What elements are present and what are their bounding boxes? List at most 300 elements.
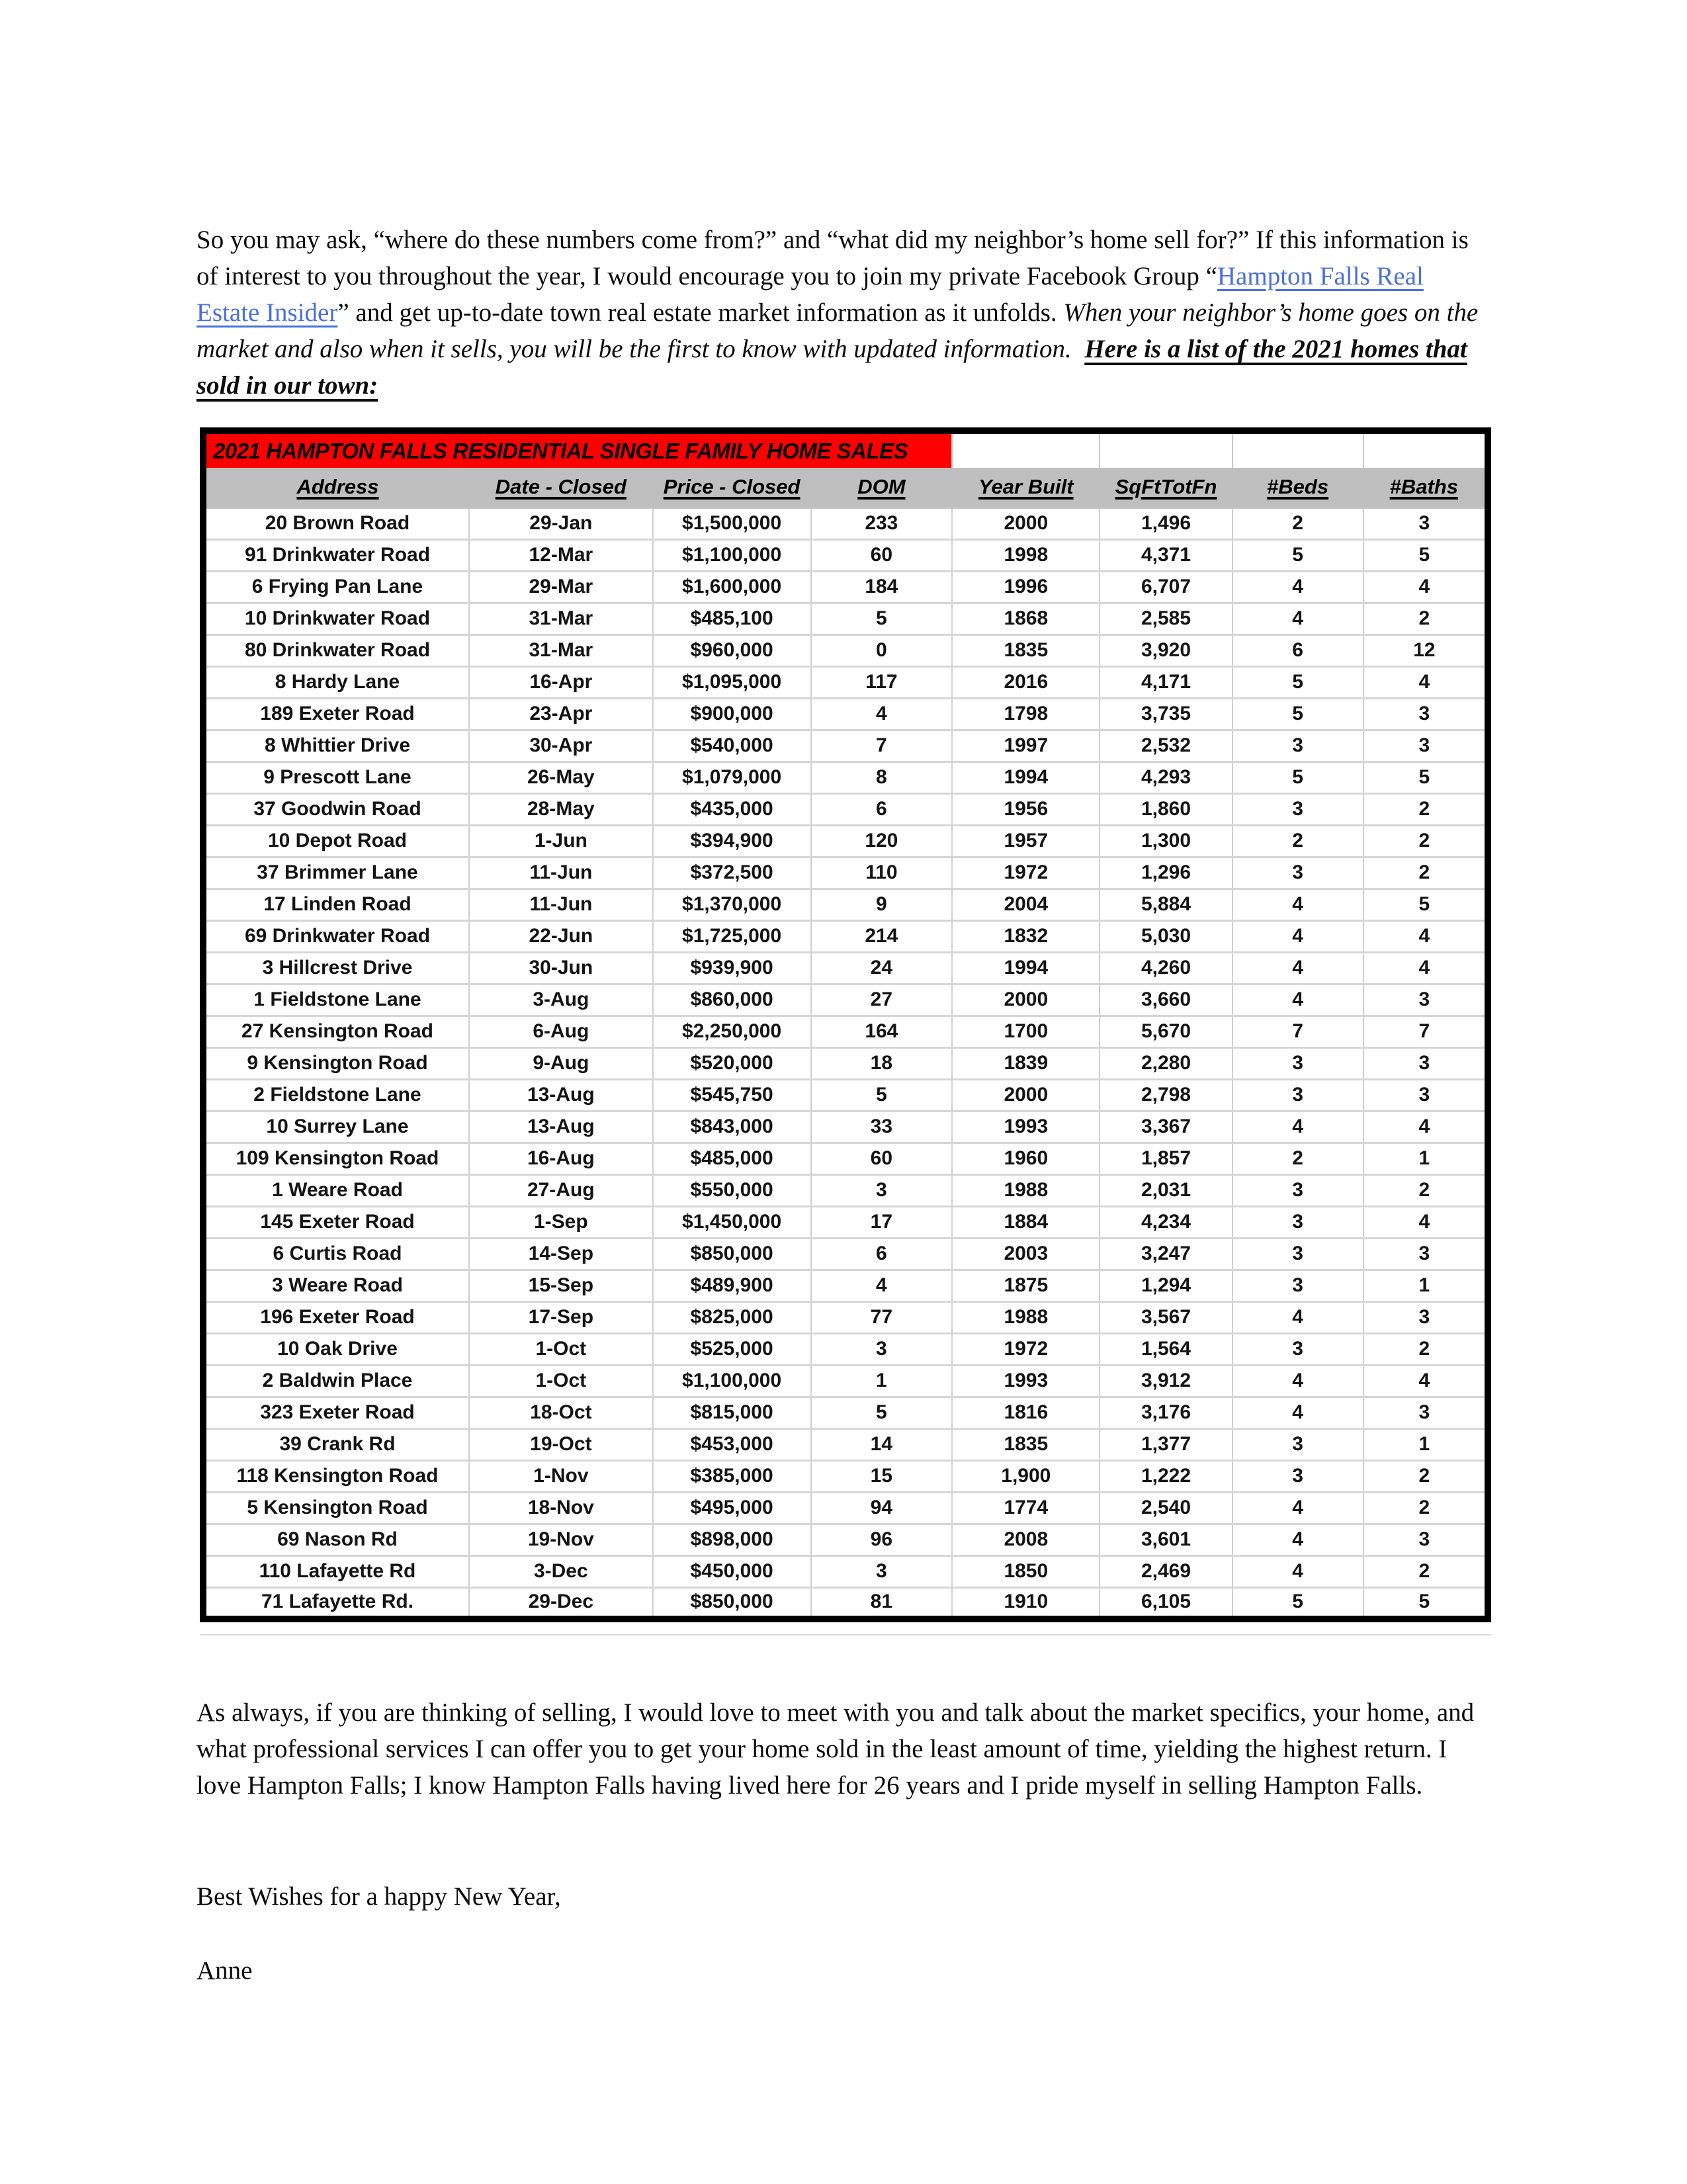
table-cell: 39 Crank Rd [203,1428,469,1460]
table-cell: 77 [811,1301,953,1333]
table-row [203,1174,1488,1206]
table-row [203,1206,1488,1238]
column-header: SqFtTotFn [1115,475,1217,499]
table-row [203,857,1488,889]
table-cell: $485,100 [653,603,811,634]
table-cell: 2,540 [1100,1492,1232,1524]
table-cell: 2,280 [1100,1047,1232,1079]
table-cell: 4 [1233,889,1363,920]
table-cell: 5,030 [1100,920,1232,952]
table-row [203,762,1488,793]
table-cell: 2 [1363,1174,1488,1206]
table-cell: 23-Apr [469,698,653,730]
table-cell: $1,100,000 [653,1365,811,1397]
table-cell: 3 [1233,1333,1363,1365]
table-cell: $394,900 [653,825,811,857]
table-cell: 2 [1363,1460,1488,1492]
table-cell: 2000 [952,1079,1100,1111]
table-cell: 1835 [952,634,1100,666]
table-cell: 6 [811,793,953,825]
table-row [203,1111,1488,1143]
table-cell: 29-Dec [469,1587,653,1619]
table-cell: 1835 [952,1428,1100,1460]
table-cell: $495,000 [653,1492,811,1524]
home-sales-table [200,427,1491,1622]
table-cell: 5 [1363,539,1488,571]
column-header: Date - Closed [495,475,627,499]
table-cell: 3 [1233,1238,1363,1270]
table-row [203,1333,1488,1365]
signature-name: Anne [196,1956,253,1985]
table-row [203,920,1488,952]
table-cell: 1798 [952,698,1100,730]
table-cell: 4 [1363,1365,1488,1397]
table-cell: 4 [1363,666,1488,698]
table-cell: 4 [1363,1111,1488,1143]
table-cell: $1,079,000 [653,762,811,793]
table-cell: 30-Apr [469,730,653,762]
column-header: #Beds [1267,475,1329,499]
table-cell: 323 Exeter Road [203,1397,469,1428]
column-header-row [203,468,1488,507]
table-cell: 4,234 [1100,1206,1232,1238]
table-cell: 8 [811,762,953,793]
table-cell: 18 [811,1047,953,1079]
table-cell: $2,250,000 [653,1016,811,1047]
table-cell: 6 Frying Pan Lane [203,571,469,603]
table-cell: 17 [811,1206,953,1238]
table-cell: 1868 [952,603,1100,634]
signoff-line: Best Wishes for a happy New Year, [196,1882,561,1911]
table-cell: 2,031 [1100,1174,1232,1206]
table-cell: 3 [1363,1524,1488,1555]
table-cell: 31-Mar [469,603,653,634]
paragraph-text-segment [1072,335,1085,363]
table-cell: 1 [1363,1143,1488,1174]
facebook-group-link[interactable]: Hampton Falls Real Estate Insider [196,262,1424,327]
table-cell: 3 [1363,1238,1488,1270]
table-cell: 1,294 [1100,1270,1232,1301]
table-row [203,889,1488,920]
table-row [203,793,1488,825]
table-cell: 96 [811,1524,953,1555]
table-cell: 5,884 [1100,889,1232,920]
table-cell: 1875 [952,1270,1100,1301]
table-cell: 3,920 [1100,634,1232,666]
table-cell: 6 [1233,634,1363,666]
table-cell: 4 [1363,920,1488,952]
table-cell: 4 [1233,1397,1363,1428]
column-header: Price - Closed [663,475,800,499]
banner-empty-cell [1100,431,1232,468]
table-cell: 3,912 [1100,1365,1232,1397]
table-cell: 3 [1233,857,1363,889]
table-cell: $939,900 [653,952,811,984]
table-cell: 2000 [952,507,1100,539]
table-row [203,1428,1488,1460]
table-cell: 2003 [952,1238,1100,1270]
table-cell: 18-Oct [469,1397,653,1428]
table-cell: 1-Nov [469,1460,653,1492]
table-cell: 1-Oct [469,1333,653,1365]
intro-paragraph [196,222,1480,404]
table-cell: 5 [1233,1587,1363,1619]
table-cell: 9 Prescott Lane [203,762,469,793]
table-cell: 5 [811,603,953,634]
paragraph-text-segment: ” and get up-to-date town real estate market information as it unfolds. [337,298,1064,327]
table-cell: 5 Kensington Road [203,1492,469,1524]
table-cell: 4 [811,698,953,730]
table-cell: 2 Fieldstone Lane [203,1079,469,1111]
table-cell: 145 Exeter Road [203,1206,469,1238]
table-cell: 1700 [952,1016,1100,1047]
table-cell: 15-Sep [469,1270,653,1301]
table-cell: 27-Aug [469,1174,653,1206]
table-cell: 3 [1363,1397,1488,1428]
table-cell: 4 [1363,1206,1488,1238]
table-cell: 10 Drinkwater Road [203,603,469,634]
table-row [203,1143,1488,1174]
table-cell: 6,707 [1100,571,1232,603]
table-cell: 5 [1363,762,1488,793]
table-cell: 2 Baldwin Place [203,1365,469,1397]
table-cell: 14-Sep [469,1238,653,1270]
table-cell: 4 [1233,1555,1363,1587]
table-cell: 24 [811,952,953,984]
table-cell: 1,860 [1100,793,1232,825]
table-cell: 1910 [952,1587,1100,1619]
table-cell: 4 [1233,1301,1363,1333]
table-cell: 4 [1363,952,1488,984]
table-cell: 10 Oak Drive [203,1333,469,1365]
table-cell: 9 [811,889,953,920]
table-cell: 4 [1233,920,1363,952]
table-cell: 1988 [952,1174,1100,1206]
table-cell: 1998 [952,539,1100,571]
table-row [203,1397,1488,1428]
table-cell: 7 [811,730,953,762]
table-cell: $1,500,000 [653,507,811,539]
banner-empty-cell [1363,431,1488,468]
column-header: #Baths [1389,475,1458,499]
table-cell: 29-Jan [469,507,653,539]
table-row [203,1492,1488,1524]
table-cell: 1997 [952,730,1100,762]
table-cell: 109 Kensington Road [203,1143,469,1174]
table-cell: 11-Jun [469,857,653,889]
table-cell: 69 Nason Rd [203,1524,469,1555]
table-cell: 31-Mar [469,634,653,666]
table-cell: 60 [811,1143,953,1174]
table-cell: 1,377 [1100,1428,1232,1460]
table-cell: 5 [1363,889,1488,920]
table-cell: 1993 [952,1111,1100,1143]
table-row [203,1301,1488,1333]
table-cell: 3,601 [1100,1524,1232,1555]
table-row [203,825,1488,857]
table-cell: 4 [1233,952,1363,984]
table-cell: $385,000 [653,1460,811,1492]
table-cell: 1 [811,1365,953,1397]
paragraph-text-segment: Here is a list of the 2021 homes that sold in our town: [196,335,1467,400]
table-cell: 27 [811,984,953,1016]
table-cell: 3 [1363,698,1488,730]
table-cell: $1,600,000 [653,571,811,603]
table-cell: 30-Jun [469,952,653,984]
table-cell: 4 [1233,1111,1363,1143]
table-row [203,1016,1488,1047]
table-cell: 1994 [952,762,1100,793]
table-row [203,1460,1488,1492]
table-cell: 1956 [952,793,1100,825]
table-cell: 6 [811,1238,953,1270]
table-cell: 1-Jun [469,825,653,857]
table-cell: 10 Surrey Lane [203,1111,469,1143]
table-cell: $372,500 [653,857,811,889]
table-cell: 3 Weare Road [203,1270,469,1301]
table-cell: 1,300 [1100,825,1232,857]
table-cell: 1 Weare Road [203,1174,469,1206]
table-cell: 1 Fieldstone Lane [203,984,469,1016]
table-cell: 22-Jun [469,920,653,952]
table-cell: $1,370,000 [653,889,811,920]
table-cell: 3 Hillcrest Drive [203,952,469,984]
table-cell: 17-Sep [469,1301,653,1333]
table-cell: 1960 [952,1143,1100,1174]
table-cell: $453,000 [653,1428,811,1460]
table-cell: 3 [1233,730,1363,762]
table-cell: 6,105 [1100,1587,1232,1619]
table-row [203,1587,1488,1619]
table-cell: 71 Lafayette Rd. [203,1587,469,1619]
table-cell: 4 [1233,1524,1363,1555]
table-cell: 3 [811,1174,953,1206]
table-cell: $545,750 [653,1079,811,1111]
table-cell: 3 [1363,507,1488,539]
table-cell: 117 [811,666,953,698]
table-cell: 1-Oct [469,1365,653,1397]
table-cell: 4 [1233,571,1363,603]
table-row [203,952,1488,984]
table-cell: 1816 [952,1397,1100,1428]
table-cell: 13-Aug [469,1111,653,1143]
table-cell: $435,000 [653,793,811,825]
table-cell: 4 [1363,571,1488,603]
table-cell: 110 Lafayette Rd [203,1555,469,1587]
table-cell: 3 [1363,984,1488,1016]
table-cell: 3 [1363,1079,1488,1111]
paragraph-text-segment: So you may ask, “where do these numbers come from?” and “what did my neighbor’s home sell for?” If this information is of interest to you throughout the year, I would encourage you to join my private Facebook Group “ [196,226,1469,290]
table-cell: 2,585 [1100,603,1232,634]
table-row [203,571,1488,603]
table-cell: 5 [1233,698,1363,730]
table-cell: 37 Goodwin Road [203,793,469,825]
table-row [203,1524,1488,1555]
table-cell: 1996 [952,571,1100,603]
table-cell: 3 [1363,730,1488,762]
table-cell: 28-May [469,793,653,825]
table-cell: 1993 [952,1365,1100,1397]
table-cell: 20 Brown Road [203,507,469,539]
table-cell: 3,247 [1100,1238,1232,1270]
table-row [203,1555,1488,1587]
table-cell: 2,798 [1100,1079,1232,1111]
column-header: Year Built [978,475,1074,499]
closing-paragraph: As always, if you are thinking of selling, I would love to meet with you and talk about the market specifics, your home, and what professional services I can offer you to get your home sold in the least amount of time, yielding the highest return. I love Hampton Falls; I know Hampton Falls having lived here for 26 years and I pride myself in selling Hampton Falls. [196,1698,1475,1800]
table-cell: 80 Drinkwater Road [203,634,469,666]
table-cell: $450,000 [653,1555,811,1587]
table-cell: 9-Aug [469,1047,653,1079]
table-cell: 1,296 [1100,857,1232,889]
table-cell: 6-Aug [469,1016,653,1047]
table-cell: 0 [811,634,953,666]
banner-empty-cell [952,431,1100,468]
table-cell: $850,000 [653,1587,811,1619]
table-cell: 4,371 [1100,539,1232,571]
paragraph-text-segment: When your neighbor’s home goes on the market and also when it sells, you will be the first to know with updated information. [196,298,1479,363]
table-cell: $485,000 [653,1143,811,1174]
table-cell: 60 [811,539,953,571]
table-cell: 189 Exeter Road [203,698,469,730]
table-cell: $550,000 [653,1174,811,1206]
table-cell: 15 [811,1460,953,1492]
table-cell: 2 [1363,857,1488,889]
table-row [203,666,1488,698]
table-row [203,507,1488,539]
table-cell: 164 [811,1016,953,1047]
column-header: DOM [857,475,906,499]
table-cell: 8 Hardy Lane [203,666,469,698]
table-bottom-rule [200,1634,1491,1636]
table-cell: 37 Brimmer Lane [203,857,469,889]
table-cell: $860,000 [653,984,811,1016]
table-cell: $489,900 [653,1270,811,1301]
table-row [203,634,1488,666]
table-cell: 5 [1233,539,1363,571]
table-cell: 5 [1233,666,1363,698]
table-cell: 81 [811,1587,953,1619]
table-cell: 233 [811,507,953,539]
table-cell: 3,176 [1100,1397,1232,1428]
table-cell: 1,900 [952,1460,1100,1492]
table-cell: 1,496 [1100,507,1232,539]
table-cell: 3 [1233,1047,1363,1079]
table-cell: 1-Sep [469,1206,653,1238]
table-cell: 2 [1233,1143,1363,1174]
table-cell: 2000 [952,984,1100,1016]
table-cell: 3-Dec [469,1555,653,1587]
table-cell: 1957 [952,825,1100,857]
table-cell: 5 [811,1079,953,1111]
table-cell: $1,100,000 [653,539,811,571]
table-cell: 5 [1363,1587,1488,1619]
table-row [203,539,1488,571]
table-row [203,1238,1488,1270]
table-cell: 3 [1233,1174,1363,1206]
table-cell: 3 [1233,1460,1363,1492]
table-cell: 14 [811,1428,953,1460]
table-cell: $1,095,000 [653,666,811,698]
table-cell: 196 Exeter Road [203,1301,469,1333]
table-row [203,730,1488,762]
table-cell: 1972 [952,857,1100,889]
table-cell: $1,450,000 [653,1206,811,1238]
table-row [203,1047,1488,1079]
table-cell: 2 [1363,603,1488,634]
table-cell: 4,260 [1100,952,1232,984]
table-cell: 184 [811,571,953,603]
table-cell: 1832 [952,920,1100,952]
table-cell: 10 Depot Road [203,825,469,857]
table-cell: 5,670 [1100,1016,1232,1047]
table-cell: 5 [811,1397,953,1428]
table-cell: 2 [1363,1333,1488,1365]
table-cell: 18-Nov [469,1492,653,1524]
table-cell: 3-Aug [469,984,653,1016]
table-cell: 3,367 [1100,1111,1232,1143]
table-cell: 1 [1363,1428,1488,1460]
table-cell: 1,222 [1100,1460,1232,1492]
table-cell: 11-Jun [469,889,653,920]
table-cell: 120 [811,825,953,857]
table-cell: 1850 [952,1555,1100,1587]
table-cell: 4 [811,1270,953,1301]
table-cell: $850,000 [653,1238,811,1270]
table-cell: 7 [1233,1016,1363,1047]
table-cell: $825,000 [653,1301,811,1333]
table-cell: 3 [1233,1428,1363,1460]
table-cell: 2004 [952,889,1100,920]
table-cell: 4,171 [1100,666,1232,698]
table-cell: 2 [1363,825,1488,857]
table-cell: 1 [1363,1270,1488,1301]
table-row [203,1365,1488,1397]
table-cell: 3,735 [1100,698,1232,730]
table-title-row [203,431,1488,468]
table-cell: 5 [1233,762,1363,793]
table-cell: 3,660 [1100,984,1232,1016]
table-cell: 1839 [952,1047,1100,1079]
table-cell: 17 Linden Road [203,889,469,920]
table-cell: 4 [1233,1492,1363,1524]
table-cell: 12 [1363,634,1488,666]
table-cell: 1,857 [1100,1143,1232,1174]
table-body [203,507,1488,1619]
table-cell: 19-Oct [469,1428,653,1460]
table-cell: 3 [811,1333,953,1365]
table-cell: 8 Whittier Drive [203,730,469,762]
table-cell: 4 [1233,603,1363,634]
table-cell: 3 [1233,1270,1363,1301]
table-cell: $843,000 [653,1111,811,1143]
table-cell: 29-Mar [469,571,653,603]
table-cell: 3 [1233,793,1363,825]
table-cell: 110 [811,857,953,889]
banner-empty-cell [1233,431,1363,468]
table-cell: 94 [811,1492,953,1524]
table-row [203,1079,1488,1111]
table-title-banner: 2021 HAMPTON FALLS RESIDENTIAL SINGLE FAMILY HOME SALES [203,431,952,468]
table-cell: 1972 [952,1333,1100,1365]
table-cell: 33 [811,1111,953,1143]
table-cell: $900,000 [653,698,811,730]
table-cell: 1988 [952,1301,1100,1333]
table-cell: 2,469 [1100,1555,1232,1587]
table-cell: 2 [1363,1492,1488,1524]
table-row [203,984,1488,1016]
table-cell: 2,532 [1100,730,1232,762]
table-cell: 69 Drinkwater Road [203,920,469,952]
